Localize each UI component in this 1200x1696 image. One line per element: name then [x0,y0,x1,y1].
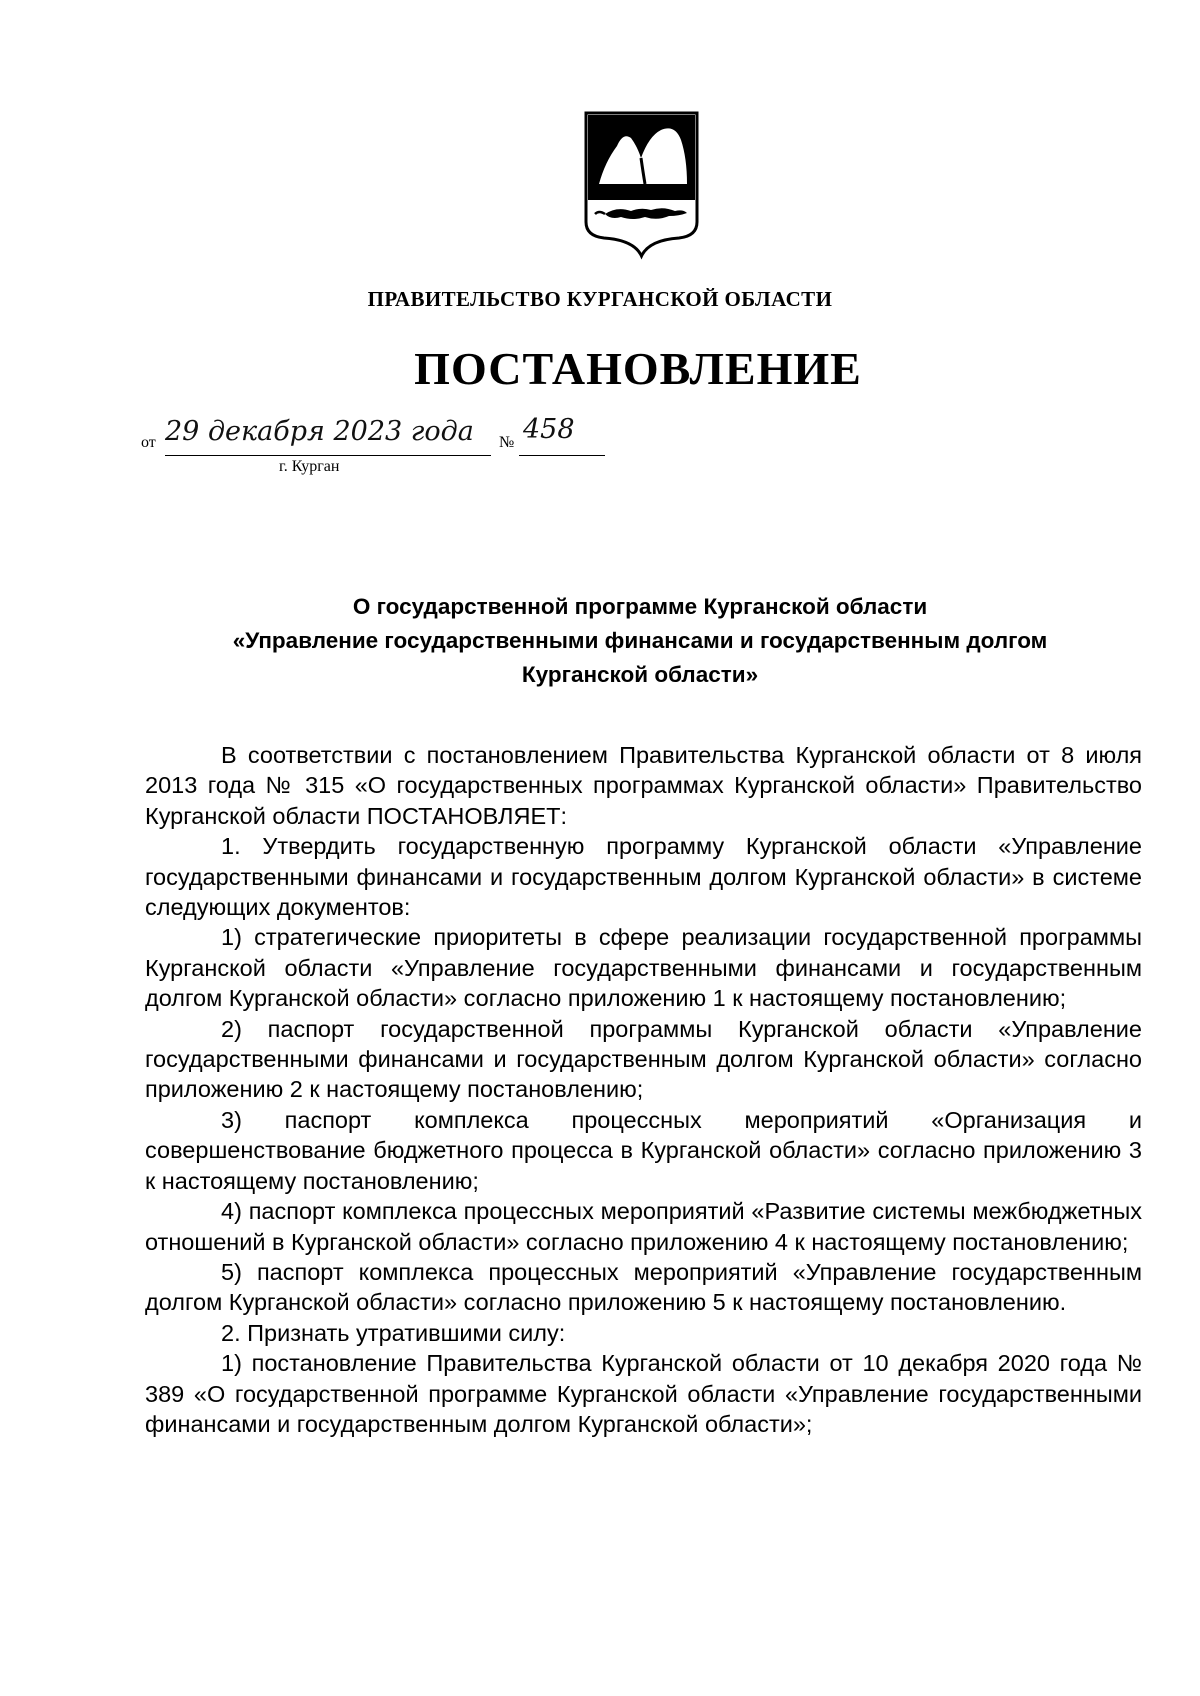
body-paragraph: 3) паспорт комплекса процессных мероприятий «Организация и совершенствование бюджетного процесса в Курганской области» согласно приложению 3 к настоящему постановлению; [145,1106,1142,1194]
date-underline [165,455,491,456]
date-number-line [141,414,641,492]
number-underline [519,455,605,456]
coat-of-arms-emblem [583,110,700,260]
handwritten-date: 29 декабря 2023 года [165,416,474,447]
body-paragraph: 2) паспорт государственной программы Курганской области «Управление государственными финансами и государственным долгом Курганской области» согласно приложению 2 к настоящему постановлению; [145,1015,1142,1103]
body-paragraph: 1) постановление Правительства Курганской области от 10 декабря 2020 года № 389 «О государственной программе Курганской области «Управление государственными финансами и государственным долгом Курганской области»; [145,1350,1142,1437]
city-label: г. Курган [279,458,340,475]
body-paragraph: 1. Утвердить государственную программу Курганской области «Управление государственными финансами и государственным долгом Курганской области» в системе следующих документов: [145,833,1142,921]
title-line: О государственной программе Курганской области [352,594,928,619]
document-body [145,740,1142,1439]
government-name: ПРАВИТЕЛЬСТВО КУРГАНСКОЙ ОБЛАСТИ [367,287,833,311]
body-paragraph: В соответствии с постановлением Правительства Курганской области от 8 июля 2013 года № 315 «О государственных программах Курганской области» Правительство Курганской области ПОСТАНОВЛЯЕТ: [145,742,1142,829]
body-paragraph: 4) паспорт комплекса процессных мероприятий «Развитие системы межбюджетных отношений в Курганской области» согласно приложению 4 к настоящему постановлению; [145,1198,1142,1255]
date-from-label: от [141,434,156,451]
title-line: «Управление государственными финансами и государственным долгом [232,628,1048,653]
document-type: ПОСТАНОВЛЕНИЕ [414,343,862,394]
number-label: № [499,434,515,451]
body-paragraph: 2. Признать утратившими силу: [221,1319,566,1346]
document-title [140,590,1140,692]
title-line: Курганской области» [521,662,759,687]
body-paragraph: 1) стратегические приоритеты в сфере реализации государственной программы Курганской области «Управление государственными финансами и государственным долгом Курганской области» согласно приложению 1 к настоящему постановлению; [145,924,1142,1012]
handwritten-number: 458 [523,414,575,445]
body-paragraph: 5) паспорт комплекса процессных мероприятий «Управление государственным долгом Курганской области» согласно приложению 5 к настоящему постановлению. [145,1258,1142,1316]
